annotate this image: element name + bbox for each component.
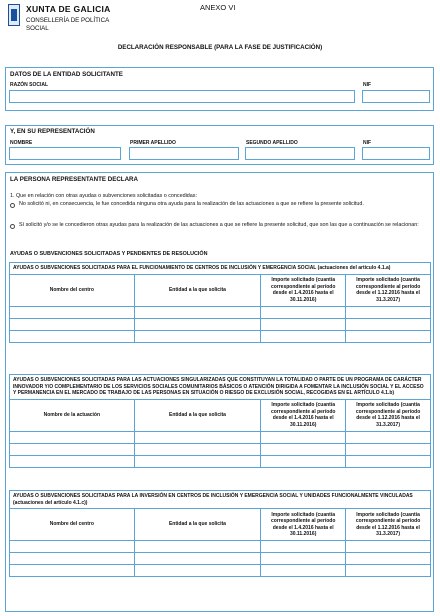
segundo-apellido-input[interactable] [245,147,355,160]
table-row [10,431,431,443]
table-row [10,318,431,330]
table-row [10,330,431,342]
page-title: DECLARACIÓN RESPONSABLE (PARA LA FASE DE JUSTIFICACIÓN) [117,44,323,51]
table3-col-entidad: Entidad a la que solicita [134,509,261,541]
table-cell[interactable] [134,306,261,318]
representative-nif-input[interactable] [362,147,430,160]
declaration-question: 1. Que en relación con otras ayudas o subvenciones solicitadas o concedidas: [10,193,197,199]
table-cell[interactable] [10,443,135,455]
table-cell[interactable] [10,431,135,443]
annex-label: ANEXO VI [200,3,236,12]
table-cell[interactable] [10,455,135,467]
table-cell[interactable] [346,443,431,455]
table-cell[interactable] [10,553,135,565]
table-cell[interactable] [10,306,135,318]
table-cell[interactable] [134,330,261,342]
nombre-label: NOMBRE [10,140,33,146]
table-cell[interactable] [134,553,261,565]
table-cell[interactable] [134,443,261,455]
table-row [10,443,431,455]
table-row [10,553,431,565]
table-cell[interactable] [346,541,431,553]
table1-col-importe1: Importe solicitado (cuantía correspondiente al período desde el 1.4.2016 hasta el 30.11.2016) [261,274,346,306]
table-row [10,306,431,318]
table1-col-nombre: Nombre del centro [10,274,135,306]
table-row [10,455,431,467]
table-cell[interactable] [346,553,431,565]
table1-col-importe2: Importe solicitado (cuantía correspondiente al período desde el 1.12.2016 hasta el 31.3.2017) [346,274,431,306]
segundo-apellido-label: SEGUNDO APELLIDO [246,140,298,146]
table3-col-importe1: Importe solicitado (cuantía correspondiente al período desde el 1.4.2016 hasta el 30.11.2016) [261,509,346,541]
representative-section-title: Y, EN SU REPRESENTACIÓN [10,128,95,135]
primer-apellido-input[interactable] [129,147,239,160]
option-no-text: No solicitó ni, en consecuencia, le fue concedida ninguna otra ayuda para la realización de las actuaciones a que se refiere la presente solicitud. [19,201,364,207]
table-cell[interactable] [10,565,135,577]
table2-col-importe2: Importe solicitado (cuantía correspondiente al período desde el 1.12.2016 hasta el 31.3.2017) [346,399,431,431]
declaration-section-title: LA PERSONA REPRESENTANTE DECLARA [10,176,138,183]
table3-col-nombre: Nombre del centro [10,509,135,541]
option-no-radio[interactable] [10,203,15,208]
table-cell[interactable] [346,431,431,443]
table-cell[interactable] [346,318,431,330]
entity-nif-input[interactable] [362,90,430,103]
table1-caption: AYUDAS O SUBVENCIONES SOLICITADAS PARA EL FUNCIONAMIENTO DE CENTROS DE INCLUSIÓN Y EMERGENCIA SOCIAL (actuaciones del artículo 4.1.a) [10,263,431,275]
entity-nif-label: NIF [363,82,372,88]
table-cell[interactable] [10,541,135,553]
primer-apellido-label: PRIMER APELLIDO [130,140,176,146]
nombre-input[interactable] [9,147,121,160]
table-cell[interactable] [261,431,346,443]
option-yes-text: Sí solicitó y/o se le concedieron otras ayudas para la realización de las actuaciones a que se refiere la presente solicitud, que son las que a continuación se relacionan: [19,222,419,228]
table-cell[interactable] [261,330,346,342]
table-actuaciones [9,374,431,468]
table-cell[interactable] [346,565,431,577]
table-cell[interactable] [261,455,346,467]
table-cell[interactable] [261,541,346,553]
department-name: CONSELLERÍA DE POLÍTICA SOCIAL [26,17,109,32]
table3-col-importe2: Importe solicitado (cuantía correspondiente al período desde el 1.12.2016 hasta el 31.3.2017) [346,509,431,541]
table-cell[interactable] [134,318,261,330]
table-cell[interactable] [261,443,346,455]
table-cell[interactable] [261,306,346,318]
entity-section-title: DATOS DE LA ENTIDAD SOLICITANTE [10,71,123,78]
table-row [10,565,431,577]
table2-caption: AYUDAS O SUBVENCIONES SOLICITADAS PARA LAS ACTUACIONES SINGULARIZADAS QUE CONSTITUYAN LA TOTALIDAD O PARTE DE UN PROGRAMA DE CARÁCTER INNOVADOR Y/O COMPLEMENTARIO DE LOS SERVICIOS SOCIALES COMUNITARIOS BÁSICOS O ATENCIÓN DIRIGIDA A FOMENTAR LA INCLUSIÓN SOCIAL Y EL ACCESO Y PERMANENCIA EN EL MERCADO DE TRABAJO DE LAS PERSONAS EN SITUACIÓN O RIESGO DE EXCLUSIÓN SOCIAL, RECOGIDAS EN EL ARTÍCULO 4.1.b) [10,375,431,400]
table-cell[interactable] [10,318,135,330]
table-row [10,541,431,553]
table-cell[interactable] [346,455,431,467]
table-cell[interactable] [134,431,261,443]
table2-col-importe1: Importe solicitado (cuantía correspondiente al período desde el 1.4.2016 hasta el 30.11.2016) [261,399,346,431]
table-cell[interactable] [261,553,346,565]
razon-social-label: RAZÓN SOCIAL [10,82,49,88]
option-yes-radio[interactable] [10,224,15,229]
table-cell[interactable] [134,565,261,577]
table-cell[interactable] [134,455,261,467]
razon-social-input[interactable] [9,90,355,103]
table2-col-entidad: Entidad a la que solicita [134,399,261,431]
table1-col-entidad: Entidad a la que solicita [134,274,261,306]
table2-col-nombre: Nombre de la actuación [10,399,135,431]
table-cell[interactable] [10,330,135,342]
table-cell[interactable] [261,565,346,577]
table-cell[interactable] [134,541,261,553]
table3-caption: AYUDAS O SUBVENCIONES SOLICITADAS PARA LA INVERSIÓN EN CENTROS DE INCLUSIÓN Y EMERGENCIA SOCIAL Y UNIDADES FUNCIONALMENTE VINCULADAS (actuaciones del artículo 4.1.c)) [10,491,431,509]
brand-name: XUNTA DE GALICIA [26,4,111,14]
table-cell[interactable] [346,306,431,318]
table-funcionamiento [9,262,431,343]
table-inversion [9,490,431,577]
representative-nif-label: NIF [363,140,372,146]
xunta-logo-icon [8,4,20,26]
table-cell[interactable] [346,330,431,342]
pending-subsection-title: AYUDAS O SUBVENCIONES SOLICITADAS Y PENDIENTES DE RESOLUCIÓN [10,251,208,257]
table-cell[interactable] [261,318,346,330]
